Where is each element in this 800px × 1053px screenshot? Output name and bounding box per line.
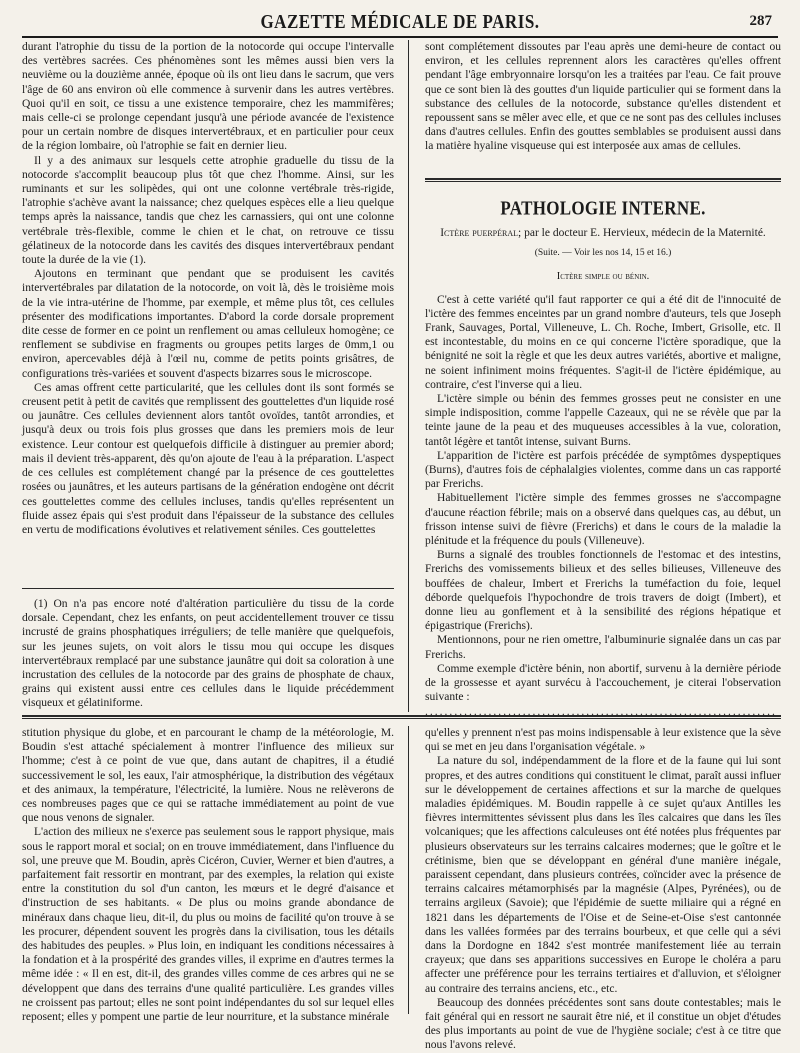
article-column-left-top: [22, 40, 394, 578]
paragraph: Habituellement l'ictère simple des femmes grosses ne s'accompagne d'aucune réaction fébrile; mais on a observé dans quelques cas, au début, un frisson intense suivi de fièvre (Frerichs) et dans le cours de la maladie la plénitude et la fréquence du pouls (Villeneuve).: [425, 492, 781, 548]
paragraph: La nature du sol, indépendamment de la flore et de la faune qui lui sont propres, et des autres conditions qui constituent le climat, paraît aussi influer sur le développement de certaines affections et sur la marche de quelques maladies épidémiques. M. Boudin rappelle à ce sujet qu'aux Antilles les fièvres intermittentes sévissent plus dans les îles calcaires que dans les îles volcaniques; que les affections calculeuses ont été notées plus fréquentes par plusieurs observateurs sur les terrains calcaires modernes; que le goître et le crétinisme, bien que se développant en général d'une manière inégale, paraissent cependant, dans plusieurs contrées, coïncider avec la présence de terrains calcaires métamorphisés par la magnésie (Alpes, Pyrénées), ou de terrains argileux (Savoie); que l'épidémie de suette miliaire qui a régné en 1821 dans les départements de l'Oise et de Seine-et-Oise s'est cantonnée dans les vallées formées par des terrains bourbeux, et que celle qui a sévi dans la Dordogne en 1842 s'est montrée manifestement liée au terrain crayeux; que dans ses apparitions successives en Europe le choléra a paru affecter une préférence pour les terrains tertiaires et d'alluvion, et s'éloigner au contraire des terrains anciens, etc., etc.: [425, 755, 781, 995]
article-column-left-bottom: [22, 726, 394, 1024]
subsection-heading: Ictère simple ou bénin.: [556, 271, 650, 283]
section-divider-right: [425, 178, 781, 180]
pathologie-interne-article: [425, 188, 781, 718]
paragraph: Ces amas offrent cette particularité, que les cellules dont ils sont formés se creusent petit à petit de cavités que remplissent des gouttelettes d'un liquide rosé ou jaunâtre. Ces cellules deviennent alors tantôt ovoïdes, tantôt arrondies, et jusqu'à deux ou trois fois plus grosses que dans les premiers mois de leur existence. Leur contour est quelquefois difficile à distinguer au premier abord; mais il devient très-apparent, dès qu'on ajoute de l'eau à la préparation. L'aspect de ces cellules est complétement changé par la présence de ces gouttelettes rosées ou jaunâtres, et les auteurs partisans de la génération endogène ont décrit ces gouttelettes comme des cellules incluses, tandis qu'elles représentent un fluide assez épais qui s'est produit dans l'épaisseur de la substance des cellules en vertu de modifications évolutives et relativement séniles. Ces gouttelettes: [22, 381, 394, 536]
section-divider-right-2: [425, 181, 781, 182]
paragraph: C'est à cette variété qu'il faut rapporter ce qui a été dit de l'innocuité de l'ictère des femmes enceintes par un grand nombre d'auteurs, tels que Joseph Frank, Sauvages, Portal, Villeneuve, L. Ch. Roche, Imbert, Grisolle, etc. Il est incontestable, du moins en ce qui concerne l'ictère sporadique, que la bénignité ne soit la règle et que les deux autres variétés, abortive et maligne, ne soient infiniment moins fréquentes. S'agit-il de l'ictère épidémique, au contraire, c'est l'inverse qui a lieu.: [425, 293, 781, 391]
page-number: 287: [749, 13, 772, 29]
article-column-right-bottom: [425, 726, 781, 1052]
paragraph: durant l'atrophie du tissu de la portion de la notocorde qui occupe l'intervalle des vertèbres sacrées. Ces phénomènes sont les mêmes aussi bien vers la neuvième ou la douzième année, époque où ils ont lieu dans le sacrum, que vers l'âge de 60 ans environ où elle commence à survenir dans les autres vertèbres. Quoi qu'il en soit, ce tissu a une existence temporaire, chez les mammifères; mais celle-ci se prolonge cependant jusqu'à une période avancée de l'existence pour un certain nombre de disques intervertébraux, et en particulier pour ceux de la région lombaire, où l'atrophie se fait en dernier lieu.: [22, 41, 394, 153]
article-author: ; par le docteur E. Hervieux, médecin de la Maternité.: [518, 227, 766, 240]
column-divider-top: [408, 40, 409, 712]
paragraph: L'ictère simple ou bénin des femmes grosses peut ne consister en une simple indisposition, comme l'appelle Cazeaux, qui ne se révèle que par la teinte jaune de la peau et des muqueuses accessibles à la vue, coloration, tantôt légère et tantôt intense, suivant Burns.: [425, 393, 781, 448]
paragraph: Ajoutons en terminant que pendant que se produisent les cavités intervertébrales par dilatation de la notocorde, on voit là, dès le troisième mois de la vie intra-utérine de l'homme, par exemple, et même plus tôt, ces cellules présenter des modifications importantes. D'abord la corde dorsale proprement dite cesse de former en ce point un renflement ou amas celluleux homogène; ce renflement se subdivise en fragments ou groupes petits larges de 0mm,1 ou environ, apercevables déjà à l'œil nu, comme de petits points grisâtres, de configurations très-variées et souvent d'aspects bizarres sous le microscope.: [22, 268, 394, 380]
section-title: PATHOLOGIE INTERNE.: [500, 197, 706, 220]
paragraph: Il y a des animaux sur lesquels cette atrophie graduelle du tissu de la notocorde s'accomplit beaucoup plus tôt que chez l'homme. Ainsi, sur les ruminants et sur les solipèdes, qui ont une colonne vertébrale très-rigide, l'atrophie s'achève avant la naissance; chez quelques espèces elle a lieu quelque temps après la naissance, tandis que chez les carnassiers, qui ont une colonne vertébrale très-flexible, comme le chien et le chat, on retrouve ce tissu gélatineux de la notocorde dans les cavités des disques intervertébraux pendant toute la durée de la vie (1).: [22, 154, 394, 267]
paragraph: sont complétement dissoutes par l'eau après une demi-heure de contact ou environ, et les cellules reprennent alors les caractères qu'elles offrent pendant l'âge embryonnaire lorsqu'on les a traitées par l'eau. Ce fait prouve que ce sont bien là des gouttes d'un liquide particulier qui se forment dans la substance des cellules de la notocorde, substance qu'elles distendent et repoussent sans se mêler avec elle, et que ce ne sont pas des cellules incluses dans d'autres cellules. Enfin des gouttes semblables se produisent aussi dans la matière hyaline visqueuse qui est interposée aux amas de cellules.: [425, 41, 781, 153]
page-header: [22, 10, 778, 38]
paragraph: qu'elles y prennent n'est pas moins indispensable à leur existence que la sève qui se met en jeu dans l'organisation végétale. »: [425, 727, 781, 754]
column-divider-bottom: [408, 726, 409, 1014]
ellipsis-line: ........................................................................: [425, 705, 777, 718]
paragraph: Mentionnons, pour ne rien omettre, l'albuminurie signalée dans un cas par Frerichs.: [425, 634, 781, 661]
paragraph: stitution physique du globe, et en parcourant le champ de la météorologie, M. Boudin s'est attaché spécialement à montrer l'influence des milieux sur l'homme; c'est à ce point de vue que, dans autant de chapitres, il a étudié successivement le sol, les eaux, l'air atmosphérique, la distribution des végétaux et des animaux, la température, l'électricité, la lumière. Nous ne relèverons de ces nombreuses pages que ce qui se rattache immédiatement au point de vue que nous venons de signaler.: [22, 727, 394, 825]
paragraph: Comme exemple d'ictère bénin, non abortif, survenu à la dernière période de la grossesse et ayant survécu à l'accouchement, je citerai l'observation suivante :: [425, 662, 781, 704]
continuation-note: (Suite. — Voir les nos 14, 15 et 16.): [534, 248, 672, 259]
footnote-text: (1) On n'a pas encore noté d'altération particulière du tissu de la corde dorsale. Cependant, chez les enfants, on peut accidentellement trouver ce tissu incrusté de grains phosphatiques irréguliers; de telle manière que quelquefois, sur les jeunes sujets, on voit alors le tissu mou qui occupe les disques intervertébraux remplacé par une substance jaunâtre qui doit sa coloration à une incrustation des cellules de la notocorde par des grains de phosphate de chaux, grains qui existent aussi entre ces cellules dans le liquide précédemment visqueux et gélatiniforme.: [22, 598, 394, 710]
paragraph: Burns a signalé des troubles fonctionnels de l'estomac et des intestins, Frerichs des vomissements bilieux et des selles bilieuses, Villeneuve des bouffées de chaleur, Imbert et Frerichs la tuméfaction du foie, lequel déborde quelquefois l'hypochondre de trois travers de doigt (Imbert), et donne lieu au gonflement et à la sensibilité des régions hépatique et épigastrique (Frerichs).: [425, 549, 781, 633]
article-title: Ictère puerpéral: [440, 227, 519, 240]
footnote: [22, 597, 394, 710]
article-column-right-top: [425, 40, 781, 170]
journal-title: GAZETTE MÉDICALE DE PARIS.: [260, 10, 540, 33]
paragraph: L'action des milieux ne s'exerce pas seulement sous le rapport physique, mais sous le rapport moral et social; on en trouve immédiatement, dans l'influence du sol, une preuve que M. Boudin, après Cicéron, Cuvier, Werner et bien d'autres, a parfaitement fait ressortir en montrant, par des exemples, la relation qui existe entre la constitution du sol d'un canton, les mœurs et le degré d'aisance et d'instruction de ses habitants. « De plus ou moins grande abondance de minéraux dans chaque lieu, dit-il, du plus ou moins de facilité qu'on trouve à se les procurer, dépendent souvent les progrès dans la civilisation, tous les détails des habitudes des peuples. » Plus loin, en indiquant les conditions nécessaires à la fondation et à la prospérité des grandes villes, il exprime en d'autres termes la même idée : « Il en est, dit-il, des grandes villes comme de ces arbres qui ne se développent que dans des terrains d'une qualité particulière. Les grandes villes ne croissent pas partout; elles ne sont point indépendantes du sol sur lequel elles reposent; elles y pompent une partie de leur nourriture, et la substance minérale: [22, 826, 394, 1024]
paragraph: Beaucoup des données précédentes sont sans doute contestables; mais le fait général qui en ressort ne saurait être nié, et il constitue un objet d'études des plus importants au point de vue de l'hygiène sociale; c'est à ce titre que nous l'avons relevé.: [425, 996, 781, 1052]
paragraph: L'apparition de l'ictère est parfois précédée de symptômes dyspeptiques (Burns), d'autres fois de céphalalgies violentes, comme dans un cas rapporté par Frerichs.: [425, 449, 781, 491]
footnote-divider: [22, 588, 394, 589]
article-byline: [425, 226, 781, 240]
